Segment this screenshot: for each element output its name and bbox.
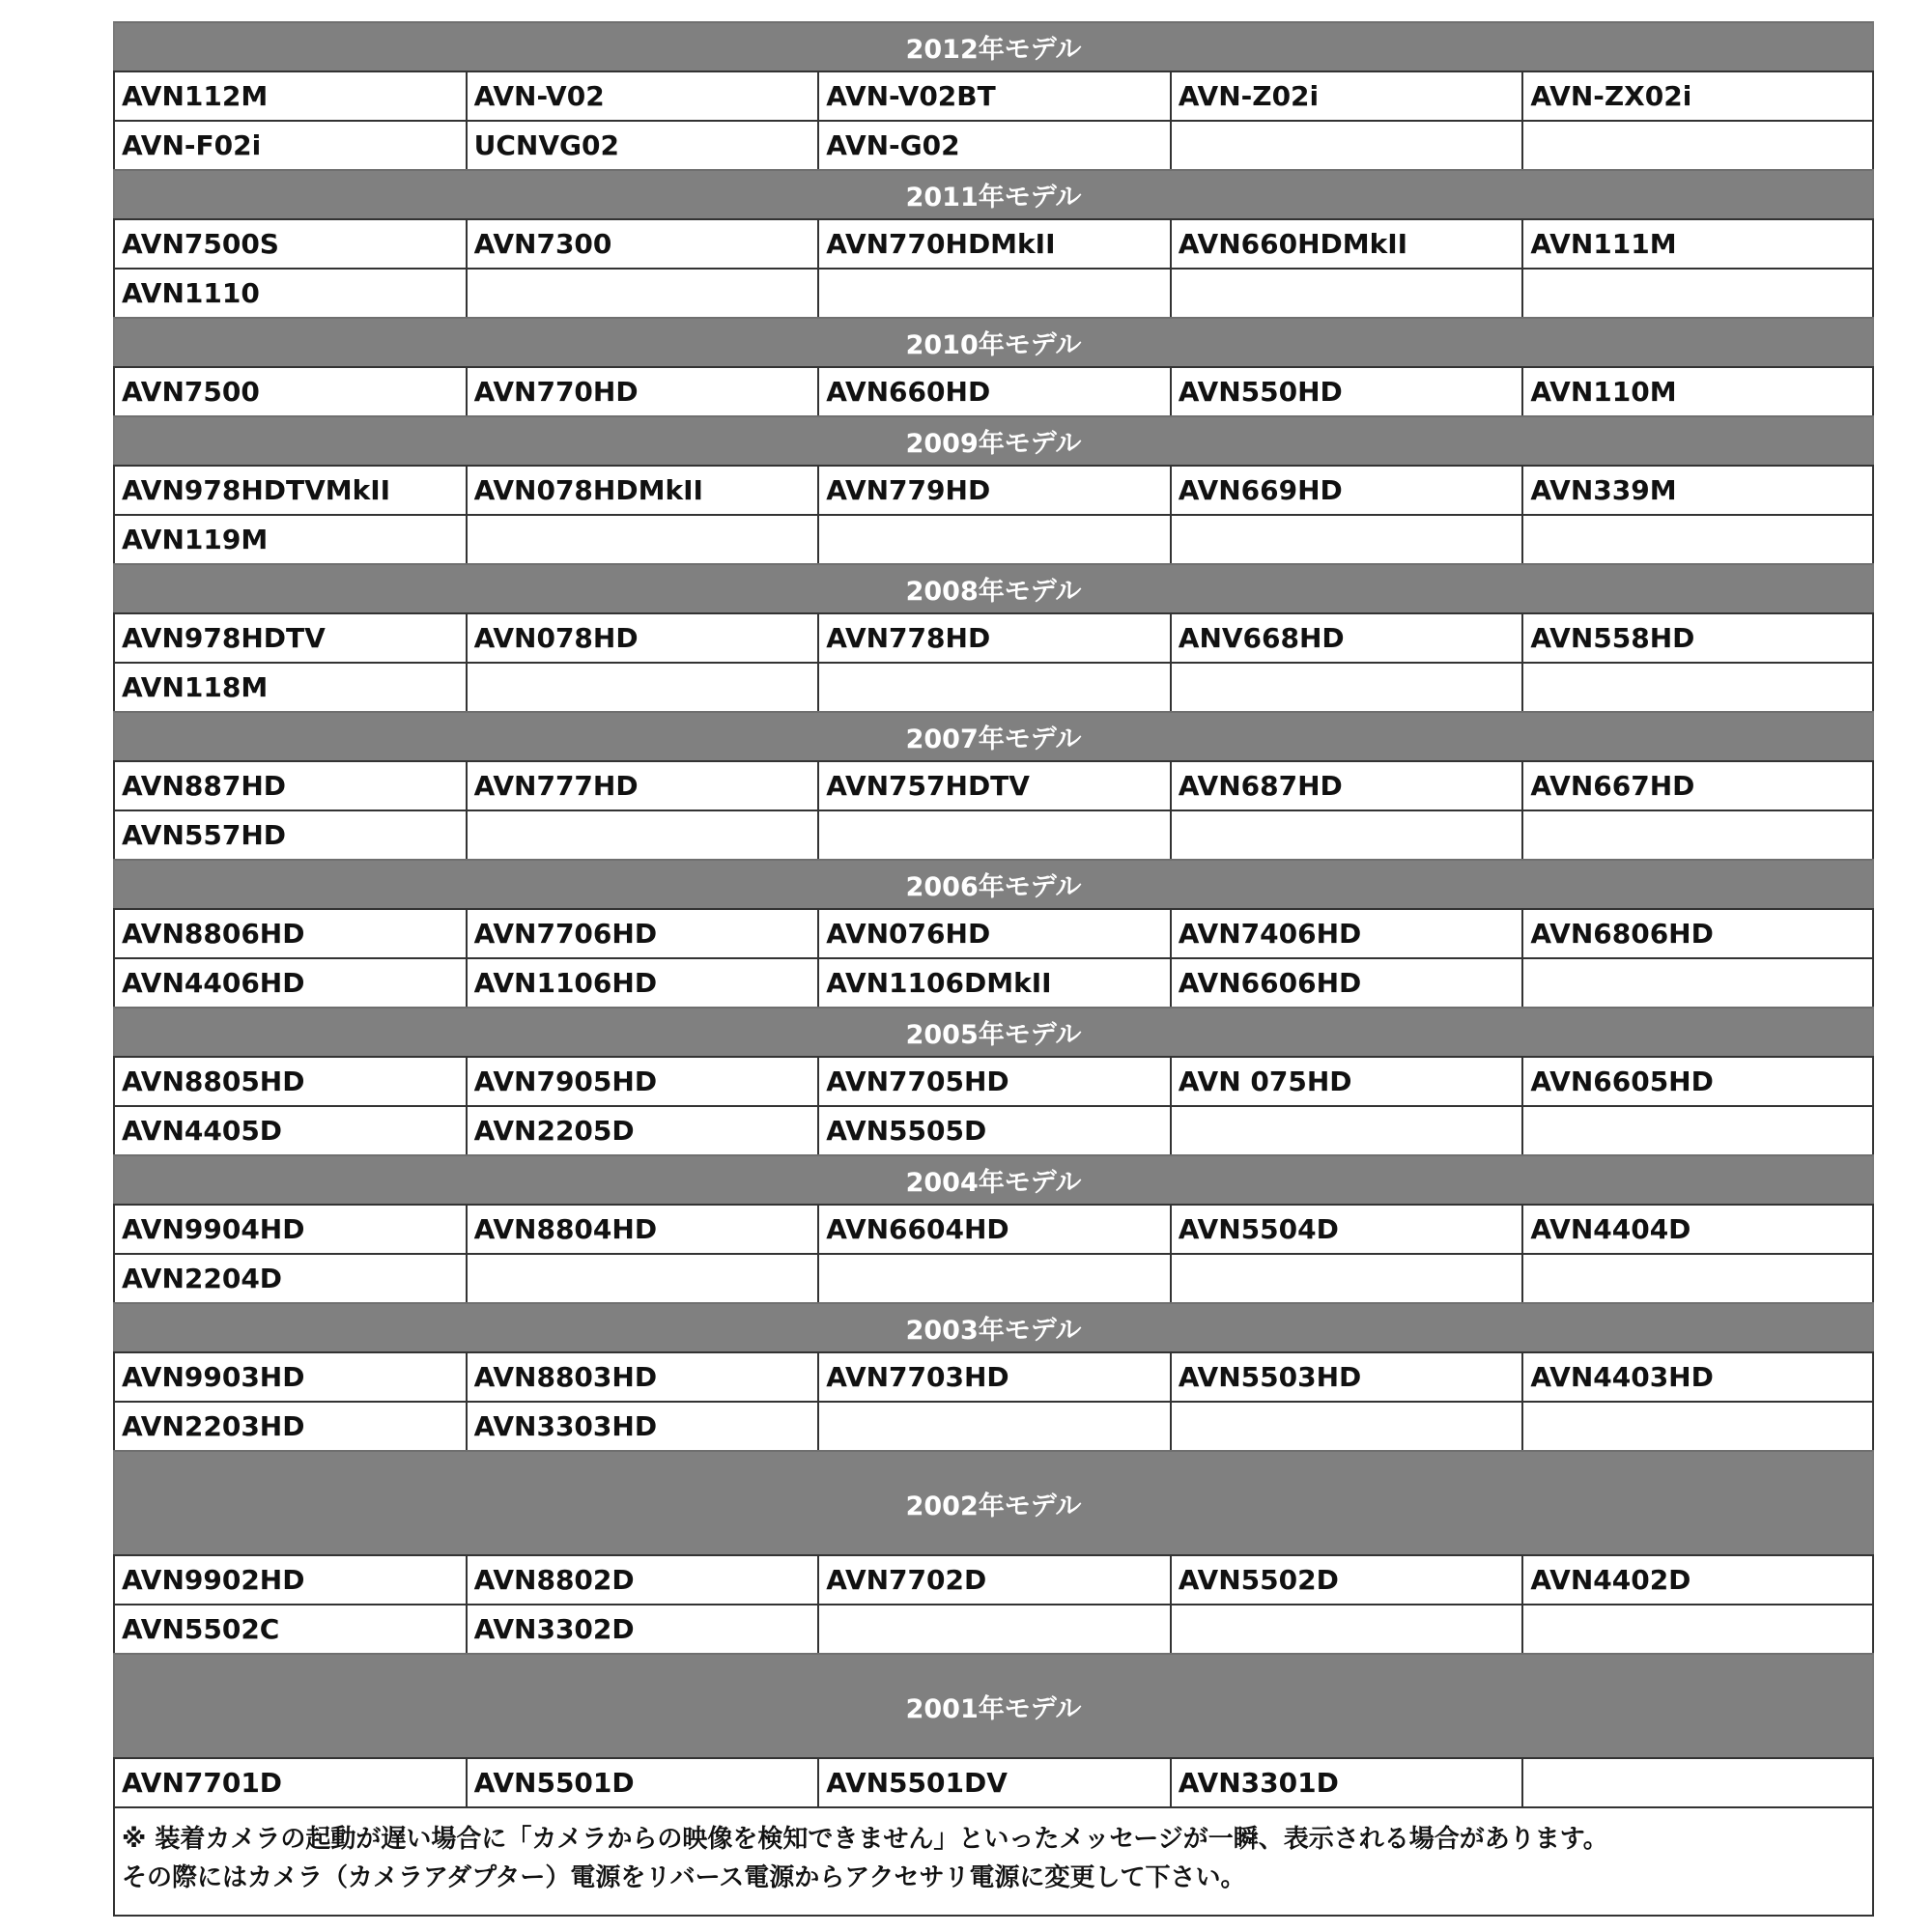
- model-cell: AVN687HD: [1170, 762, 1522, 810]
- model-cell: AVN669HD: [1170, 467, 1522, 514]
- model-cell: [1521, 664, 1874, 711]
- model-cell: AVN887HD: [113, 762, 466, 810]
- table-row: [113, 1056, 1874, 1105]
- model-cell: AVN6806HD: [1521, 910, 1874, 957]
- model-cell: AVN777HD: [466, 762, 818, 810]
- model-cell: AVN119M: [113, 516, 466, 563]
- model-cell: AVN078HD: [466, 614, 818, 662]
- model-cell: AVN550HD: [1170, 368, 1522, 415]
- model-cell: [1521, 959, 1874, 1007]
- table-row: [113, 612, 1874, 662]
- model-cell: [1170, 1605, 1522, 1653]
- model-cell: [1521, 811, 1874, 859]
- model-cell: [466, 270, 818, 317]
- model-cell: AVN5502C: [113, 1605, 466, 1653]
- model-cell: AVN5503HD: [1170, 1353, 1522, 1401]
- model-cell: [1521, 1403, 1874, 1450]
- model-cell: AVN660HDMkII: [1170, 220, 1522, 268]
- model-cell: AVN112M: [113, 72, 466, 120]
- model-cell: [1521, 516, 1874, 563]
- table-row: [113, 1105, 1874, 1154]
- section-header: 2006年モデル: [113, 859, 1874, 908]
- model-cell: AVN110M: [1521, 368, 1874, 415]
- model-cell: AVN7500: [113, 368, 466, 415]
- model-cell: AVN9903HD: [113, 1353, 466, 1401]
- model-cell: AVN9902HD: [113, 1556, 466, 1604]
- model-cell: AVN8805HD: [113, 1058, 466, 1105]
- model-cell: AVN7406HD: [1170, 910, 1522, 957]
- model-cell: AVN7706HD: [466, 910, 818, 957]
- model-cell: AVN978HDTV: [113, 614, 466, 662]
- model-cell: AVN118M: [113, 664, 466, 711]
- model-cell: AVN7705HD: [817, 1058, 1170, 1105]
- model-cell: [817, 664, 1170, 711]
- model-cell: AVN-V02: [466, 72, 818, 120]
- model-cell: AVN5501DV: [817, 1759, 1170, 1806]
- model-cell: AVN4405D: [113, 1107, 466, 1154]
- model-cell: AVN5501D: [466, 1759, 818, 1806]
- table-row: [113, 1253, 1874, 1302]
- model-cell: [1170, 516, 1522, 563]
- model-cell: AVN1106DMkII: [817, 959, 1170, 1007]
- table-row: [113, 120, 1874, 169]
- table-row: [113, 514, 1874, 563]
- model-cell: [817, 1605, 1170, 1653]
- model-cell: AVN770HD: [466, 368, 818, 415]
- model-cell: AVN4402D: [1521, 1556, 1874, 1604]
- model-cell: AVN770HDMkII: [817, 220, 1170, 268]
- model-cell: [1170, 1255, 1522, 1302]
- model-cell: [1521, 1255, 1874, 1302]
- model-cell: [1521, 1107, 1874, 1154]
- model-cell: [1521, 122, 1874, 169]
- table-row: [113, 1757, 1874, 1806]
- footnote: [113, 1806, 1874, 1917]
- model-cell: AVN3303HD: [466, 1403, 818, 1450]
- model-cell: [466, 1255, 818, 1302]
- model-cell: AVN3302D: [466, 1605, 818, 1653]
- table-row: [113, 662, 1874, 711]
- model-cell: AVN3301D: [1170, 1759, 1522, 1806]
- section-header: 2011年モデル: [113, 169, 1874, 218]
- model-cell: AVN978HDTVMkII: [113, 467, 466, 514]
- model-cell: AVN6604HD: [817, 1206, 1170, 1253]
- model-cell: AVN-V02BT: [817, 72, 1170, 120]
- model-cell: [817, 1255, 1170, 1302]
- model-cell: AVN778HD: [817, 614, 1170, 662]
- model-cell: AVN9904HD: [113, 1206, 466, 1253]
- model-cell: AVN5504D: [1170, 1206, 1522, 1253]
- model-cell: [466, 664, 818, 711]
- model-cell: AVN1110: [113, 270, 466, 317]
- footnote-line-2: その際にはカメラ（カメラアダプター）電源をリバース電源からアクセサリ電源に変更して下さい。: [122, 1863, 1246, 1892]
- table-row: [113, 1351, 1874, 1401]
- model-cell: AVN7703HD: [817, 1353, 1170, 1401]
- model-cell: AVN 075HD: [1170, 1058, 1522, 1105]
- model-cell: [1170, 270, 1522, 317]
- table-row: [113, 71, 1874, 120]
- model-cell: AVN5502D: [1170, 1556, 1522, 1604]
- model-cell: AVN660HD: [817, 368, 1170, 415]
- model-cell: AVN4404D: [1521, 1206, 1874, 1253]
- section-header: 2008年モデル: [113, 563, 1874, 612]
- model-cell: AVN1106HD: [466, 959, 818, 1007]
- section-header: 2007年モデル: [113, 711, 1874, 760]
- table-row: [113, 1604, 1874, 1653]
- model-cell: AVN779HD: [817, 467, 1170, 514]
- model-cell: [817, 270, 1170, 317]
- model-cell: AVN076HD: [817, 910, 1170, 957]
- model-cell: [1170, 664, 1522, 711]
- model-cell: AVN757HDTV: [817, 762, 1170, 810]
- table-row: [113, 1401, 1874, 1450]
- model-cell: [1521, 270, 1874, 317]
- model-cell: AVN4406HD: [113, 959, 466, 1007]
- section-header: 2001年モデル: [113, 1653, 1874, 1757]
- table-row: [113, 366, 1874, 415]
- model-cell: AVN078HDMkII: [466, 467, 818, 514]
- model-cell: AVN2203HD: [113, 1403, 466, 1450]
- table-row: [113, 465, 1874, 514]
- model-cell: [1170, 1403, 1522, 1450]
- model-cell: [1521, 1605, 1874, 1653]
- model-cell: [1170, 811, 1522, 859]
- model-cell: AVN8804HD: [466, 1206, 818, 1253]
- model-cell: AVN-G02: [817, 122, 1170, 169]
- section-header: 2002年モデル: [113, 1450, 1874, 1554]
- model-cell: AVN7500S: [113, 220, 466, 268]
- model-cell: AVN-ZX02i: [1521, 72, 1874, 120]
- model-cell: [817, 1403, 1170, 1450]
- model-cell: AVN2205D: [466, 1107, 818, 1154]
- model-cell: AVN111M: [1521, 220, 1874, 268]
- model-cell: AVN7300: [466, 220, 818, 268]
- model-compatibility-table: [113, 21, 1874, 1917]
- section-header: 2012年モデル: [113, 21, 1874, 71]
- model-cell: AVN7702D: [817, 1556, 1170, 1604]
- model-cell: AVN7905HD: [466, 1058, 818, 1105]
- section-header: 2004年モデル: [113, 1154, 1874, 1204]
- model-cell: AVN4403HD: [1521, 1353, 1874, 1401]
- model-cell: ANV668HD: [1170, 614, 1522, 662]
- table-row: [113, 908, 1874, 957]
- footnote-line-1: ※ 装着カメラの起動が遅い場合に「カメラからの映像を検知できません」といったメッセージが一瞬、表示される場合があります。: [122, 1825, 1608, 1854]
- table-row: [113, 760, 1874, 810]
- table-row: [113, 810, 1874, 859]
- model-cell: AVN667HD: [1521, 762, 1874, 810]
- section-header: 2003年モデル: [113, 1302, 1874, 1351]
- model-cell: AVN557HD: [113, 811, 466, 859]
- model-cell: AVN-Z02i: [1170, 72, 1522, 120]
- model-cell: AVN-F02i: [113, 122, 466, 169]
- model-cell: AVN7701D: [113, 1759, 466, 1806]
- model-cell: AVN2204D: [113, 1255, 466, 1302]
- table-row: [113, 218, 1874, 268]
- model-cell: AVN6606HD: [1170, 959, 1522, 1007]
- model-cell: [1170, 1107, 1522, 1154]
- model-cell: [1170, 122, 1522, 169]
- model-cell: AVN8803HD: [466, 1353, 818, 1401]
- model-cell: AVN8806HD: [113, 910, 466, 957]
- model-cell: AVN339M: [1521, 467, 1874, 514]
- table-row: [113, 268, 1874, 317]
- model-cell: AVN5505D: [817, 1107, 1170, 1154]
- model-cell: [817, 516, 1170, 563]
- section-header: 2009年モデル: [113, 415, 1874, 465]
- section-header: 2010年モデル: [113, 317, 1874, 366]
- model-cell: AVN558HD: [1521, 614, 1874, 662]
- model-cell: [466, 811, 818, 859]
- model-cell: [466, 516, 818, 563]
- table-row: [113, 1204, 1874, 1253]
- table-row: [113, 1554, 1874, 1604]
- model-cell: AVN6605HD: [1521, 1058, 1874, 1105]
- model-cell: [1521, 1759, 1874, 1806]
- model-cell: AVN8802D: [466, 1556, 818, 1604]
- model-cell: UCNVG02: [466, 122, 818, 169]
- model-cell: [817, 811, 1170, 859]
- table-row: [113, 957, 1874, 1007]
- section-header: 2005年モデル: [113, 1007, 1874, 1056]
